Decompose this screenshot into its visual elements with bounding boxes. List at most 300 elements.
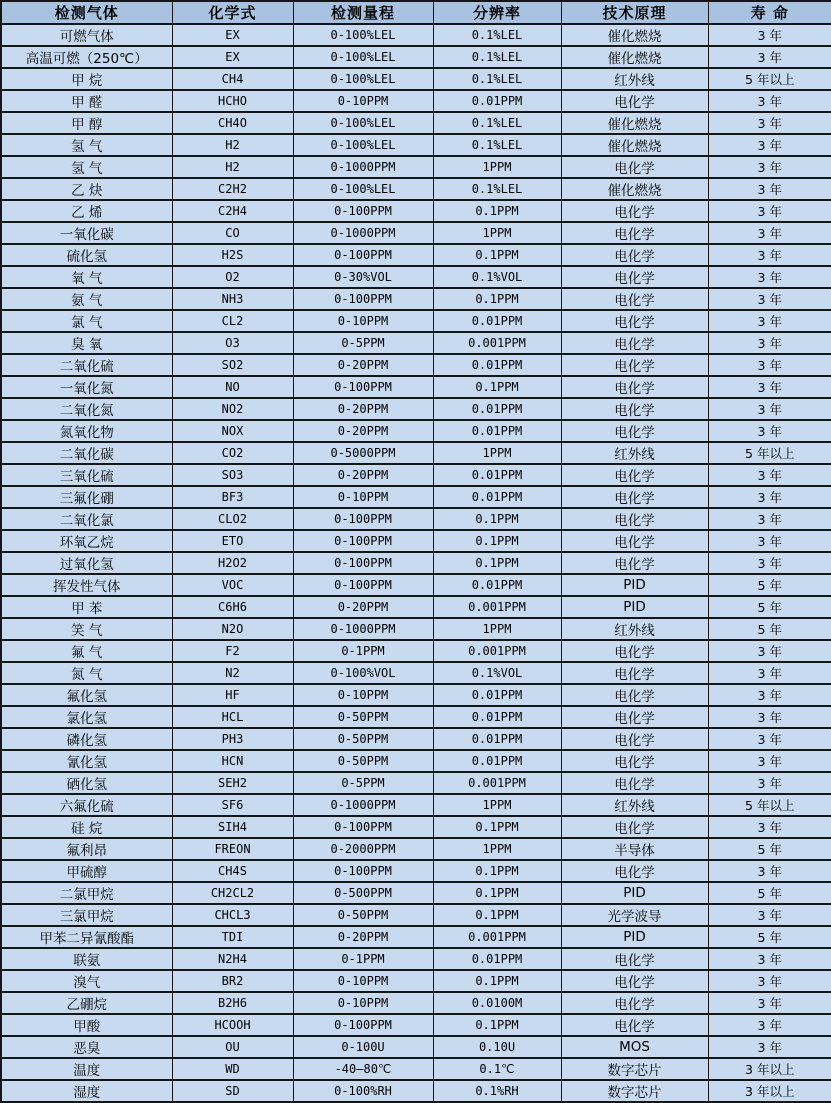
cell-lifespan: 3 年	[708, 486, 831, 508]
cell-principle: 电化学	[561, 992, 708, 1014]
cell-principle: 催化燃烧	[561, 112, 708, 134]
column-header-resolution: 分辨率	[433, 1, 561, 24]
cell-formula: SF6	[172, 794, 293, 816]
cell-principle: 催化燃烧	[561, 46, 708, 68]
cell-lifespan: 3 年	[708, 530, 831, 552]
cell-formula: H2	[172, 156, 293, 178]
cell-lifespan: 3 年	[708, 90, 831, 112]
table-row	[1, 992, 831, 1014]
table-row	[1, 68, 831, 90]
cell-gas: 氮氧化物	[1, 420, 172, 442]
cell-principle: 电化学	[561, 1014, 708, 1036]
cell-gas: 一氧化氮	[1, 376, 172, 398]
cell-range: 0-100PPM	[293, 530, 433, 552]
cell-range: 0-100%VOL	[293, 662, 433, 684]
cell-resolution: 0.01PPM	[433, 706, 561, 728]
cell-gas: 氟利昂	[1, 838, 172, 860]
cell-resolution: 0.1%VOL	[433, 662, 561, 684]
cell-resolution: 1PPM	[433, 794, 561, 816]
cell-range: 0-20PPM	[293, 398, 433, 420]
cell-lifespan: 3 年	[708, 684, 831, 706]
cell-gas: 甲 醇	[1, 112, 172, 134]
cell-resolution: 0.1%LEL	[433, 68, 561, 90]
cell-gas: 甲 烷	[1, 68, 172, 90]
cell-range: 0-1000PPM	[293, 794, 433, 816]
cell-lifespan: 5 年	[708, 926, 831, 948]
cell-formula: CO	[172, 222, 293, 244]
cell-range: 0-100%LEL	[293, 178, 433, 200]
cell-formula: PH3	[172, 728, 293, 750]
header-row	[1, 1, 831, 24]
cell-formula: SEH2	[172, 772, 293, 794]
cell-principle: 电化学	[561, 90, 708, 112]
cell-gas: 湿度	[1, 1080, 172, 1102]
cell-principle: 电化学	[561, 530, 708, 552]
column-header-range: 检测量程	[293, 1, 433, 24]
cell-range: 0-100PPM	[293, 860, 433, 882]
cell-gas: 氰化氢	[1, 750, 172, 772]
cell-lifespan: 3 年	[708, 662, 831, 684]
cell-range: 0-100PPM	[293, 574, 433, 596]
cell-resolution: 0.1%LEL	[433, 178, 561, 200]
cell-gas: 氮 气	[1, 662, 172, 684]
cell-resolution: 0.1PPM	[433, 904, 561, 926]
cell-formula: SO2	[172, 354, 293, 376]
cell-formula: O3	[172, 332, 293, 354]
cell-lifespan: 3 年	[708, 904, 831, 926]
cell-principle: 电化学	[561, 728, 708, 750]
cell-lifespan: 3 年	[708, 354, 831, 376]
cell-range: 0-1000PPM	[293, 222, 433, 244]
cell-lifespan: 3 年	[708, 816, 831, 838]
cell-range: 0-100PPM	[293, 552, 433, 574]
cell-range: 0-10PPM	[293, 970, 433, 992]
cell-resolution: 0.1PPM	[433, 376, 561, 398]
table-row	[1, 508, 831, 530]
cell-lifespan: 3 年	[708, 156, 831, 178]
cell-lifespan: 3 年	[708, 288, 831, 310]
cell-resolution: 0.1%RH	[433, 1080, 561, 1102]
table-row	[1, 970, 831, 992]
cell-lifespan: 3 年	[708, 772, 831, 794]
cell-gas: 氯化氢	[1, 706, 172, 728]
table-row	[1, 376, 831, 398]
cell-formula: B2H6	[172, 992, 293, 1014]
cell-gas: 三氯甲烷	[1, 904, 172, 926]
table-row	[1, 948, 831, 970]
table-row	[1, 90, 831, 112]
table-row	[1, 662, 831, 684]
cell-resolution: 0.001PPM	[433, 772, 561, 794]
cell-gas: 甲硫醇	[1, 860, 172, 882]
cell-lifespan: 5 年	[708, 838, 831, 860]
cell-resolution: 0.01PPM	[433, 90, 561, 112]
cell-lifespan: 3 年	[708, 420, 831, 442]
cell-principle: PID	[561, 926, 708, 948]
cell-lifespan: 3 年	[708, 332, 831, 354]
table-row	[1, 816, 831, 838]
cell-formula: N2H4	[172, 948, 293, 970]
cell-principle: 电化学	[561, 310, 708, 332]
cell-gas: 三氟化硼	[1, 486, 172, 508]
table-row	[1, 1014, 831, 1036]
cell-range: 0-100PPM	[293, 376, 433, 398]
table-row	[1, 574, 831, 596]
cell-gas: 二氧化硫	[1, 354, 172, 376]
cell-gas: 氧 气	[1, 266, 172, 288]
cell-formula: CH4S	[172, 860, 293, 882]
cell-resolution: 1PPM	[433, 156, 561, 178]
cell-resolution: 0.01PPM	[433, 486, 561, 508]
table-row	[1, 772, 831, 794]
cell-gas: 甲酸	[1, 1014, 172, 1036]
cell-gas: 可燃气体	[1, 24, 172, 46]
cell-formula: C2H2	[172, 178, 293, 200]
table-row	[1, 288, 831, 310]
cell-lifespan: 3 年	[708, 860, 831, 882]
cell-gas: 过氧化氢	[1, 552, 172, 574]
cell-lifespan: 3 年	[708, 112, 831, 134]
cell-lifespan: 3 年	[708, 398, 831, 420]
cell-formula: NO	[172, 376, 293, 398]
cell-lifespan: 3 年	[708, 948, 831, 970]
cell-principle: 电化学	[561, 816, 708, 838]
cell-formula: NH3	[172, 288, 293, 310]
cell-range: 0-1000PPM	[293, 156, 433, 178]
cell-resolution: 0.01PPM	[433, 354, 561, 376]
cell-formula: N2O	[172, 618, 293, 640]
cell-range: 0-30%VOL	[293, 266, 433, 288]
table-row	[1, 332, 831, 354]
cell-principle: 数字芯片	[561, 1058, 708, 1080]
cell-range: 0-100PPM	[293, 200, 433, 222]
cell-formula: HCL	[172, 706, 293, 728]
cell-range: 0-10PPM	[293, 90, 433, 112]
cell-resolution: 0.1%LEL	[433, 24, 561, 46]
cell-formula: BR2	[172, 970, 293, 992]
cell-formula: CL2	[172, 310, 293, 332]
cell-lifespan: 3 年	[708, 1036, 831, 1058]
cell-lifespan: 3 年以上	[708, 1058, 831, 1080]
cell-range: -40—80℃	[293, 1058, 433, 1080]
cell-principle: 电化学	[561, 376, 708, 398]
cell-principle: PID	[561, 574, 708, 596]
cell-resolution: 0.1%VOL	[433, 266, 561, 288]
cell-range: 0-1PPM	[293, 640, 433, 662]
cell-resolution: 0.01PPM	[433, 684, 561, 706]
cell-lifespan: 3 年以上	[708, 1080, 831, 1102]
cell-gas: 甲 苯	[1, 596, 172, 618]
cell-formula: TDI	[172, 926, 293, 948]
cell-principle: 电化学	[561, 662, 708, 684]
cell-range: 0-20PPM	[293, 464, 433, 486]
table-row	[1, 838, 831, 860]
cell-principle: 电化学	[561, 266, 708, 288]
cell-lifespan: 3 年	[708, 266, 831, 288]
table-row	[1, 46, 831, 68]
cell-lifespan: 5 年	[708, 596, 831, 618]
table-row	[1, 244, 831, 266]
cell-gas: 联氨	[1, 948, 172, 970]
cell-range: 0-100%LEL	[293, 24, 433, 46]
cell-resolution: 0.01PPM	[433, 310, 561, 332]
cell-lifespan: 5 年	[708, 882, 831, 904]
cell-lifespan: 3 年	[708, 178, 831, 200]
cell-lifespan: 3 年	[708, 992, 831, 1014]
cell-lifespan: 3 年	[708, 640, 831, 662]
cell-principle: 电化学	[561, 486, 708, 508]
cell-formula: WD	[172, 1058, 293, 1080]
table-row	[1, 134, 831, 156]
cell-range: 0-50PPM	[293, 706, 433, 728]
cell-range: 0-20PPM	[293, 354, 433, 376]
cell-lifespan: 3 年	[708, 464, 831, 486]
cell-lifespan: 3 年	[708, 508, 831, 530]
cell-resolution: 1PPM	[433, 222, 561, 244]
table-row	[1, 398, 831, 420]
cell-range: 0-1PPM	[293, 948, 433, 970]
column-header-lifespan: 寿 命	[708, 1, 831, 24]
cell-principle: 数字芯片	[561, 1080, 708, 1102]
cell-lifespan: 3 年	[708, 552, 831, 574]
cell-range: 0-5PPM	[293, 772, 433, 794]
cell-gas: 三氧化硫	[1, 464, 172, 486]
table-row	[1, 750, 831, 772]
cell-formula: O2	[172, 266, 293, 288]
cell-formula: CO2	[172, 442, 293, 464]
cell-range: 0-100%LEL	[293, 46, 433, 68]
cell-formula: NO2	[172, 398, 293, 420]
table-row	[1, 618, 831, 640]
cell-gas: 六氟化硫	[1, 794, 172, 816]
cell-principle: 催化燃烧	[561, 134, 708, 156]
cell-formula: SO3	[172, 464, 293, 486]
cell-principle: 电化学	[561, 332, 708, 354]
table-row	[1, 442, 831, 464]
cell-resolution: 0.001PPM	[433, 926, 561, 948]
cell-formula: HCHO	[172, 90, 293, 112]
table-row	[1, 266, 831, 288]
table-row	[1, 200, 831, 222]
cell-formula: BF3	[172, 486, 293, 508]
cell-principle: 红外线	[561, 618, 708, 640]
cell-lifespan: 3 年	[708, 970, 831, 992]
cell-lifespan: 3 年	[708, 222, 831, 244]
cell-gas: 高温可燃（250℃）	[1, 46, 172, 68]
cell-resolution: 0.01PPM	[433, 948, 561, 970]
cell-resolution: 0.1PPM	[433, 200, 561, 222]
cell-range: 0-500PPM	[293, 882, 433, 904]
cell-principle: 催化燃烧	[561, 24, 708, 46]
cell-resolution: 0.1PPM	[433, 970, 561, 992]
cell-gas: 氟化氢	[1, 684, 172, 706]
cell-resolution: 0.1PPM	[433, 288, 561, 310]
cell-gas: 氨 气	[1, 288, 172, 310]
cell-resolution: 0.1%LEL	[433, 134, 561, 156]
cell-lifespan: 3 年	[708, 706, 831, 728]
cell-resolution: 0.01PPM	[433, 398, 561, 420]
cell-gas: 笑 气	[1, 618, 172, 640]
cell-principle: 半导体	[561, 838, 708, 860]
cell-principle: 光学波导	[561, 904, 708, 926]
cell-resolution: 0.10U	[433, 1036, 561, 1058]
cell-principle: 电化学	[561, 222, 708, 244]
cell-range: 0-50PPM	[293, 728, 433, 750]
cell-formula: C2H4	[172, 200, 293, 222]
table-row	[1, 1036, 831, 1058]
cell-resolution: 0.1%LEL	[433, 112, 561, 134]
cell-range: 0-100U	[293, 1036, 433, 1058]
cell-lifespan: 3 年	[708, 750, 831, 772]
table-row	[1, 1058, 831, 1080]
cell-resolution: 0.1PPM	[433, 816, 561, 838]
table-row	[1, 794, 831, 816]
cell-formula: ETO	[172, 530, 293, 552]
cell-formula: N2	[172, 662, 293, 684]
cell-resolution: 0.1PPM	[433, 552, 561, 574]
cell-formula: VOC	[172, 574, 293, 596]
cell-gas: 一氧化碳	[1, 222, 172, 244]
cell-resolution: 0.1%LEL	[433, 46, 561, 68]
cell-principle: 电化学	[561, 398, 708, 420]
cell-range: 0-100PPM	[293, 816, 433, 838]
cell-principle: 电化学	[561, 508, 708, 530]
cell-formula: HCN	[172, 750, 293, 772]
cell-formula: SIH4	[172, 816, 293, 838]
cell-resolution: 0.1PPM	[433, 882, 561, 904]
column-header-formula: 化学式	[172, 1, 293, 24]
cell-formula: CH2CL2	[172, 882, 293, 904]
cell-lifespan: 3 年	[708, 200, 831, 222]
cell-resolution: 0.01PPM	[433, 574, 561, 596]
cell-range: 0-2000PPM	[293, 838, 433, 860]
table-row	[1, 178, 831, 200]
cell-principle: 电化学	[561, 948, 708, 970]
table-row	[1, 706, 831, 728]
cell-gas: 挥发性气体	[1, 574, 172, 596]
cell-principle: 电化学	[561, 420, 708, 442]
cell-gas: 硫化氢	[1, 244, 172, 266]
cell-resolution: 0.001PPM	[433, 332, 561, 354]
table-row	[1, 24, 831, 46]
cell-range: 0-20PPM	[293, 596, 433, 618]
cell-range: 0-50PPM	[293, 904, 433, 926]
table-row	[1, 882, 831, 904]
table-row	[1, 684, 831, 706]
cell-formula: HCOOH	[172, 1014, 293, 1036]
cell-principle: PID	[561, 882, 708, 904]
cell-gas: 二氧化碳	[1, 442, 172, 464]
cell-formula: CH4	[172, 68, 293, 90]
table-row	[1, 904, 831, 926]
cell-range: 0-100PPM	[293, 288, 433, 310]
cell-formula: EX	[172, 46, 293, 68]
cell-range: 0-10PPM	[293, 486, 433, 508]
cell-resolution: 0.001PPM	[433, 596, 561, 618]
cell-formula: HF	[172, 684, 293, 706]
cell-lifespan: 5 年以上	[708, 68, 831, 90]
cell-principle: 电化学	[561, 464, 708, 486]
cell-gas: 臭 氧	[1, 332, 172, 354]
cell-resolution: 0.01PPM	[433, 464, 561, 486]
table-row	[1, 640, 831, 662]
cell-range: 0-100PPM	[293, 508, 433, 530]
cell-range: 0-100%RH	[293, 1080, 433, 1102]
cell-principle: 电化学	[561, 200, 708, 222]
cell-gas: 硅 烷	[1, 816, 172, 838]
cell-resolution: 1PPM	[433, 442, 561, 464]
cell-principle: 红外线	[561, 442, 708, 464]
table-row	[1, 530, 831, 552]
cell-principle: 电化学	[561, 640, 708, 662]
cell-resolution: 0.1PPM	[433, 1014, 561, 1036]
cell-formula: CH4O	[172, 112, 293, 134]
cell-range: 0-100PPM	[293, 1014, 433, 1036]
table-row	[1, 860, 831, 882]
cell-gas: 乙 炔	[1, 178, 172, 200]
table-row	[1, 596, 831, 618]
cell-formula: EX	[172, 24, 293, 46]
cell-formula: F2	[172, 640, 293, 662]
column-header-gas: 检测气体	[1, 1, 172, 24]
cell-principle: 红外线	[561, 68, 708, 90]
cell-gas: 二氧化氯	[1, 508, 172, 530]
cell-gas: 溴气	[1, 970, 172, 992]
cell-formula: CLO2	[172, 508, 293, 530]
cell-resolution: 0.01PPM	[433, 420, 561, 442]
column-header-principle: 技术原理	[561, 1, 708, 24]
cell-formula: OU	[172, 1036, 293, 1058]
cell-range: 0-100%LEL	[293, 134, 433, 156]
cell-gas: 温度	[1, 1058, 172, 1080]
cell-range: 0-1000PPM	[293, 618, 433, 640]
cell-formula: SD	[172, 1080, 293, 1102]
cell-principle: PID	[561, 596, 708, 618]
cell-range: 0-100%LEL	[293, 68, 433, 90]
cell-formula: H2	[172, 134, 293, 156]
cell-principle: 红外线	[561, 794, 708, 816]
cell-range: 0-100%LEL	[293, 112, 433, 134]
cell-gas: 环氧乙烷	[1, 530, 172, 552]
cell-gas: 氢 气	[1, 156, 172, 178]
cell-formula: H2O2	[172, 552, 293, 574]
table-row	[1, 420, 831, 442]
cell-principle: 电化学	[561, 156, 708, 178]
table-row	[1, 112, 831, 134]
cell-principle: 电化学	[561, 970, 708, 992]
cell-lifespan: 5 年	[708, 574, 831, 596]
cell-gas: 氢 气	[1, 134, 172, 156]
cell-lifespan: 3 年	[708, 728, 831, 750]
cell-principle: 电化学	[561, 860, 708, 882]
table-row	[1, 728, 831, 750]
cell-range: 0-20PPM	[293, 420, 433, 442]
cell-resolution: 0.01PPM	[433, 728, 561, 750]
cell-resolution: 0.1℃	[433, 1058, 561, 1080]
table-row	[1, 464, 831, 486]
cell-gas: 二氯甲烷	[1, 882, 172, 904]
cell-formula: C6H6	[172, 596, 293, 618]
table-header	[1, 1, 831, 24]
cell-principle: MOS	[561, 1036, 708, 1058]
cell-range: 0-10PPM	[293, 310, 433, 332]
cell-range: 0-10PPM	[293, 684, 433, 706]
cell-resolution: 0.1PPM	[433, 508, 561, 530]
cell-lifespan: 3 年	[708, 134, 831, 156]
cell-resolution: 0.1PPM	[433, 860, 561, 882]
table-row	[1, 156, 831, 178]
cell-lifespan: 5 年	[708, 618, 831, 640]
